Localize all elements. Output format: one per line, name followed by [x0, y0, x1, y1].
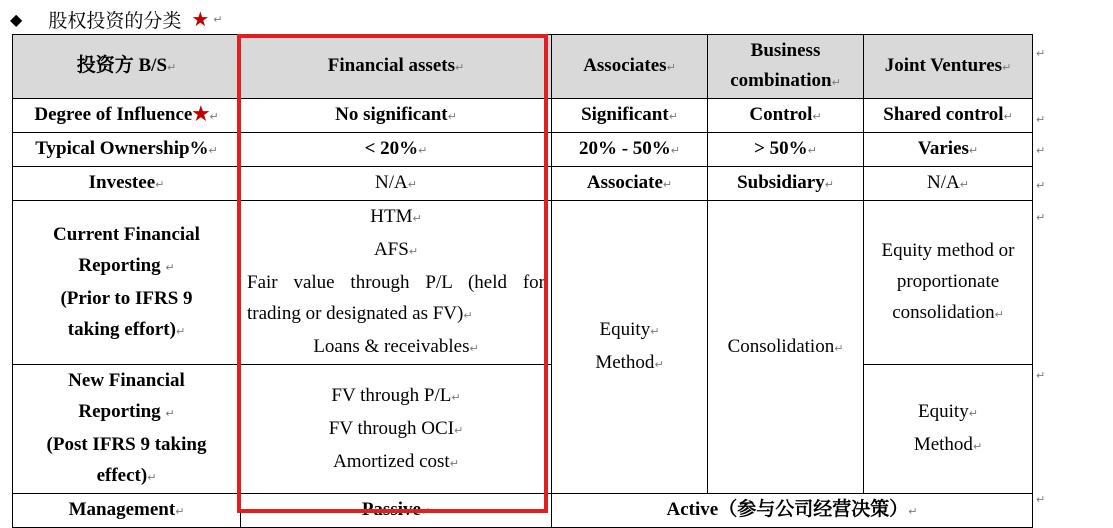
investee-associates: Associate↵	[552, 167, 708, 201]
new-joint-ventures-method: Equity↵ Method↵	[864, 365, 1033, 494]
ownership-joint-ventures: Varies↵	[864, 133, 1033, 167]
header-row	[13, 35, 1033, 99]
management-others: Active（参与公司经营决策）↵	[552, 494, 1033, 528]
row-label-current-financial-reporting: Current Financial Reporting ↵ (Prior to IFRS 9 taking effort)↵	[13, 201, 241, 365]
heading-title: 股权投资的分类	[48, 9, 182, 32]
row-end-mark: ↵	[1036, 113, 1046, 126]
degree-of-influence-row	[13, 99, 1033, 133]
header-joint-ventures: Joint Ventures↵	[864, 35, 1033, 99]
investee-row	[13, 167, 1033, 201]
section-heading	[10, 6, 222, 32]
row-end-mark: ↵	[1036, 493, 1046, 506]
new-financial-reporting-row	[13, 365, 1033, 494]
star-icon: ★	[191, 7, 210, 31]
investee-financial-assets: N/A↵	[241, 167, 552, 201]
row-label-investee: Investee↵	[13, 167, 241, 201]
current-financial-assets-list: HTM↵ AFS↵ Fair value through P/L (held for trading or designated as FV)↵ Loans & receivables↵	[241, 201, 552, 365]
degree-financial-assets: No significant↵	[241, 99, 552, 133]
header-business-combination: Business combination↵	[708, 35, 864, 99]
star-icon: ★	[192, 104, 210, 125]
row-end-mark: ↵	[1036, 179, 1046, 192]
current-joint-ventures-method: Equity method or proportionate consolidation↵	[864, 201, 1033, 365]
ownership-associates: 20% - 50%↵	[552, 133, 708, 167]
business-combination-reporting-method: Consolidation↵	[708, 201, 864, 494]
current-financial-reporting-row	[13, 201, 1033, 365]
ownership-business-combination: > 50%↵	[708, 133, 864, 167]
investee-joint-ventures: N/A↵	[864, 167, 1033, 201]
header-investor-bs: 投资方 B/S↵	[13, 35, 241, 99]
degree-associates: Significant↵	[552, 99, 708, 133]
ownership-financial-assets: < 20%↵	[241, 133, 552, 167]
row-end-mark: ↵	[1036, 211, 1046, 224]
associates-reporting-method: Equity↵ Method↵	[552, 201, 708, 494]
equity-investment-classification-table	[12, 34, 1033, 528]
row-label-new-financial-reporting: New Financial Reporting ↵ (Post IFRS 9 taking effect)↵	[13, 365, 241, 494]
row-end-mark: ↵	[1036, 47, 1046, 60]
degree-joint-ventures: Shared control↵	[864, 99, 1033, 133]
investee-business-combination: Subsidiary↵	[708, 167, 864, 201]
management-financial-assets: Passive↵	[241, 494, 552, 528]
management-row	[13, 494, 1033, 528]
typical-ownership-row	[13, 133, 1033, 167]
new-financial-assets-list: FV through P/L↵ FV through OCI↵ Amortized cost↵	[241, 365, 552, 494]
row-label-typical-ownership: Typical Ownership%↵	[13, 133, 241, 167]
row-label-degree-of-influence: Degree of Influence★↵	[13, 99, 241, 133]
diamond-icon: ◆	[10, 9, 23, 29]
header-associates: Associates↵	[552, 35, 708, 99]
degree-business-combination: Control↵	[708, 99, 864, 133]
header-financial-assets: Financial assets↵	[241, 35, 552, 99]
row-end-mark: ↵	[1036, 144, 1046, 157]
row-label-management: Management↵	[13, 494, 241, 528]
row-end-mark: ↵	[1036, 369, 1046, 382]
paragraph-mark: ↵	[213, 12, 223, 26]
